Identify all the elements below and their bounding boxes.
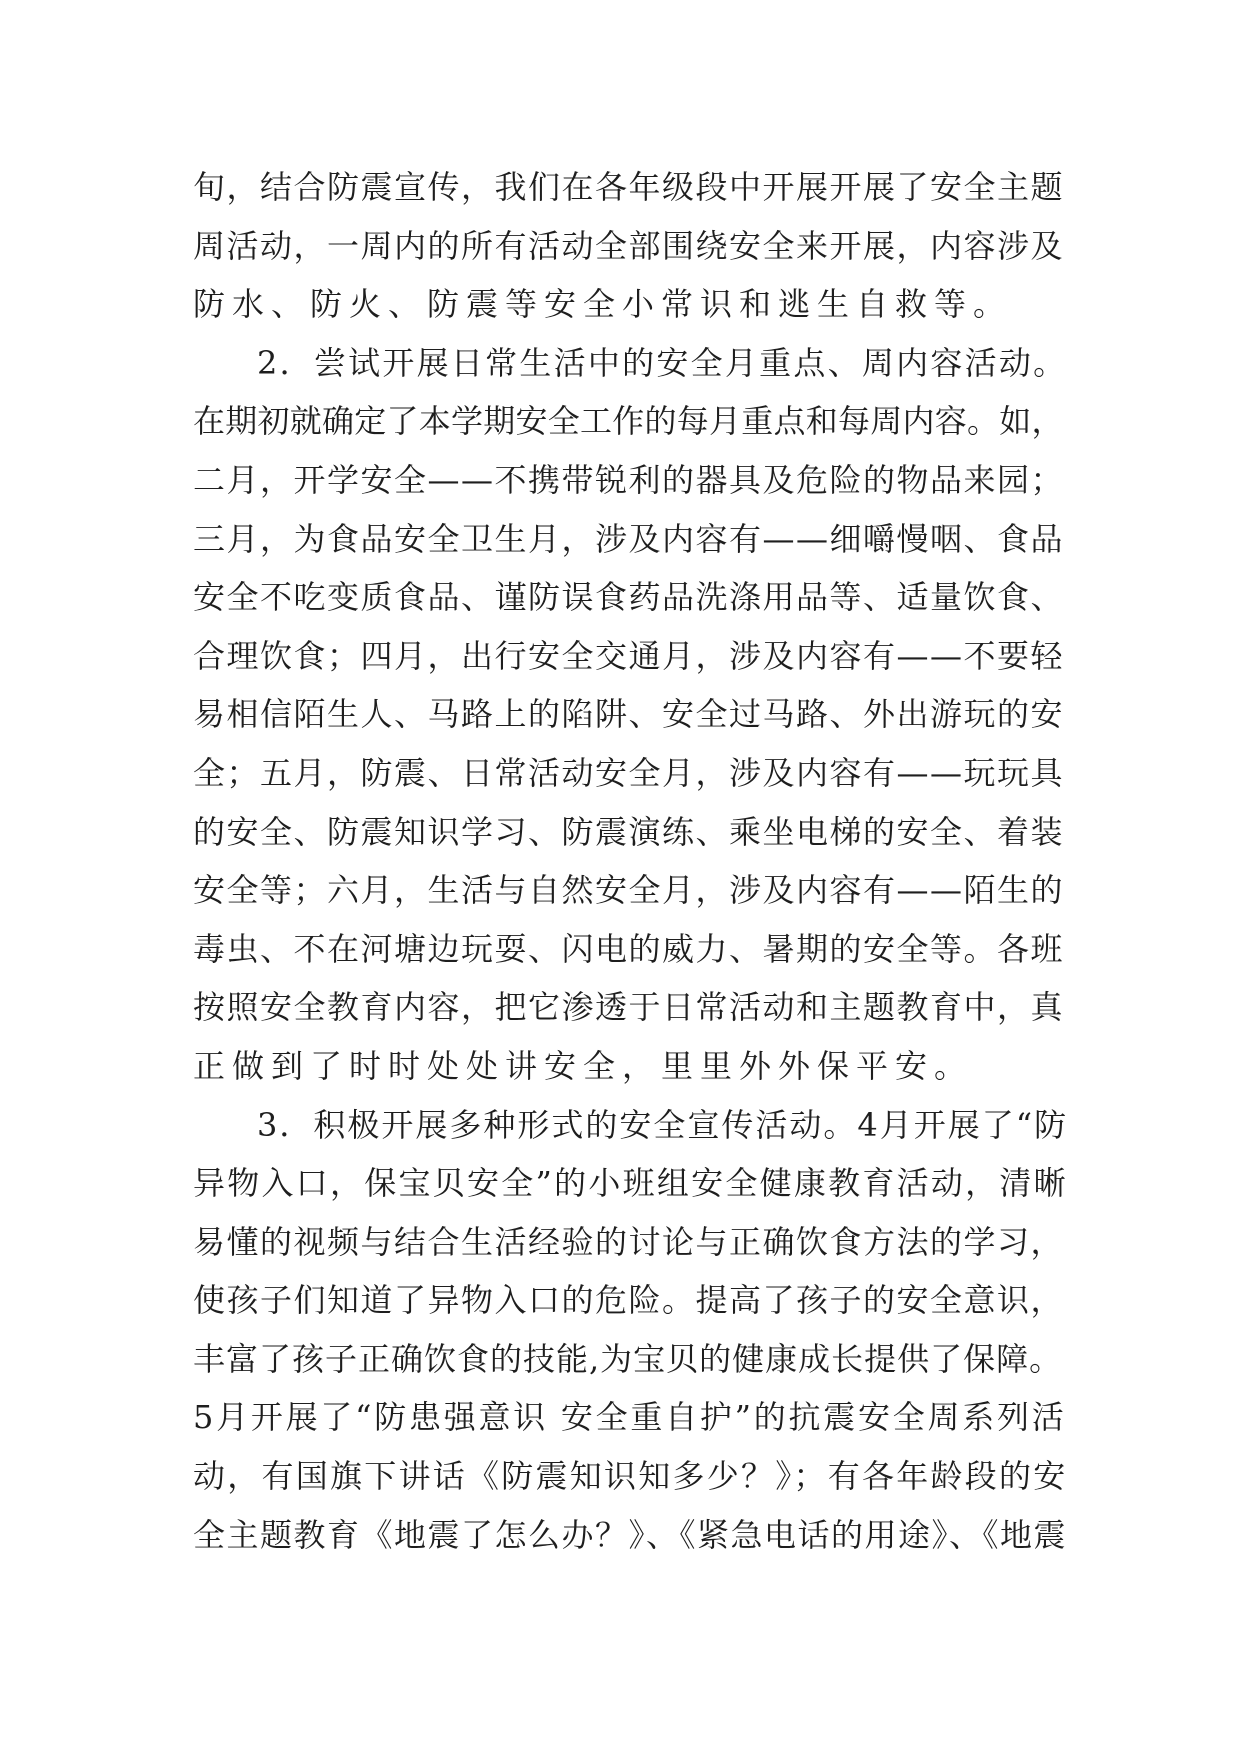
text-line: 防水、防火、防震等安全小常识和逃生自救等。 (193, 285, 1013, 324)
text-line: 动，有国旗下讲话《防震知识知多少？》；有各年龄段的安 (193, 1457, 1068, 1496)
text-line: 旬，结合防震宣传，我们在各年级段中开展开展了安全主题 (193, 168, 1065, 206)
text-line: 易懂的视频与结合生活经验的讨论与正确饮食方法的学习， (193, 1222, 1065, 1261)
text-line: 易相信陌生人、马路上的陷阱、安全过马路、外出游玩的安 (193, 695, 1065, 734)
text-line: 异物入口，保宝贝安全”的小班组安全健康教育活动，清晰 (193, 1164, 1068, 1203)
text-line: 在期初就确定了本学期安全工作的每月重点和每周内容。如， (193, 402, 1064, 441)
text-line: 按照安全教育内容，把它渗透于日常活动和主题教育中，真 (193, 988, 1065, 1027)
text-line: 安全不吃变质食品、谨防误食药品洗涤用品等、适量饮食、 (193, 578, 1065, 617)
text-line: 使孩子们知道了异物入口的危险。提高了孩子的安全意识， (193, 1281, 1065, 1320)
text-line: 安全等；六月，生活与自然安全月，涉及内容有——陌生的 (193, 871, 1065, 910)
text-line: 的安全、防震知识学习、防震演练、乘坐电梯的安全、着装 (193, 812, 1065, 851)
body-text (193, 158, 1068, 1564)
paragraph-start-line: 3．积极开展多种形式的安全宣传活动。4月开展了“防 (257, 1105, 1069, 1144)
text-line: 全；五月，防震、日常活动安全月，涉及内容有——玩玩具 (193, 753, 1065, 792)
text-line: 二月，开学安全——不携带锐利的器具及危险的物品来园； (193, 460, 1065, 499)
text-line: 正做到了时时处处讲安全，里里外外保平安。 (193, 1046, 974, 1085)
text-line: 三月，为食品安全卫生月，涉及内容有——细嚼慢咽、食品 (193, 519, 1065, 558)
text-line: 周活动，一周内的所有活动全部围绕安全来开展，内容涉及 (193, 226, 1065, 265)
text-line: 丰富了孩子正确饮食的技能,为宝贝的健康成长提供了保障。 (193, 1339, 1063, 1378)
text-line: 毒虫、不在河塘边玩耍、闪电的威力、暑期的安全等。各班 (193, 929, 1065, 968)
text-line: 合理饮食；四月，出行安全交通月，涉及内容有——不要轻 (193, 636, 1065, 675)
paragraph-start-line: 2．尝试开展日常生活中的安全月重点、周内容活动。 (257, 343, 1068, 382)
text-line: 全主题教育《地震了怎么办？》、《紧急电话的用途》、《地震 (193, 1515, 1068, 1554)
text-line: 5月开展了“防患强意识 安全重自护”的抗震安全周系列活 (193, 1398, 1067, 1437)
